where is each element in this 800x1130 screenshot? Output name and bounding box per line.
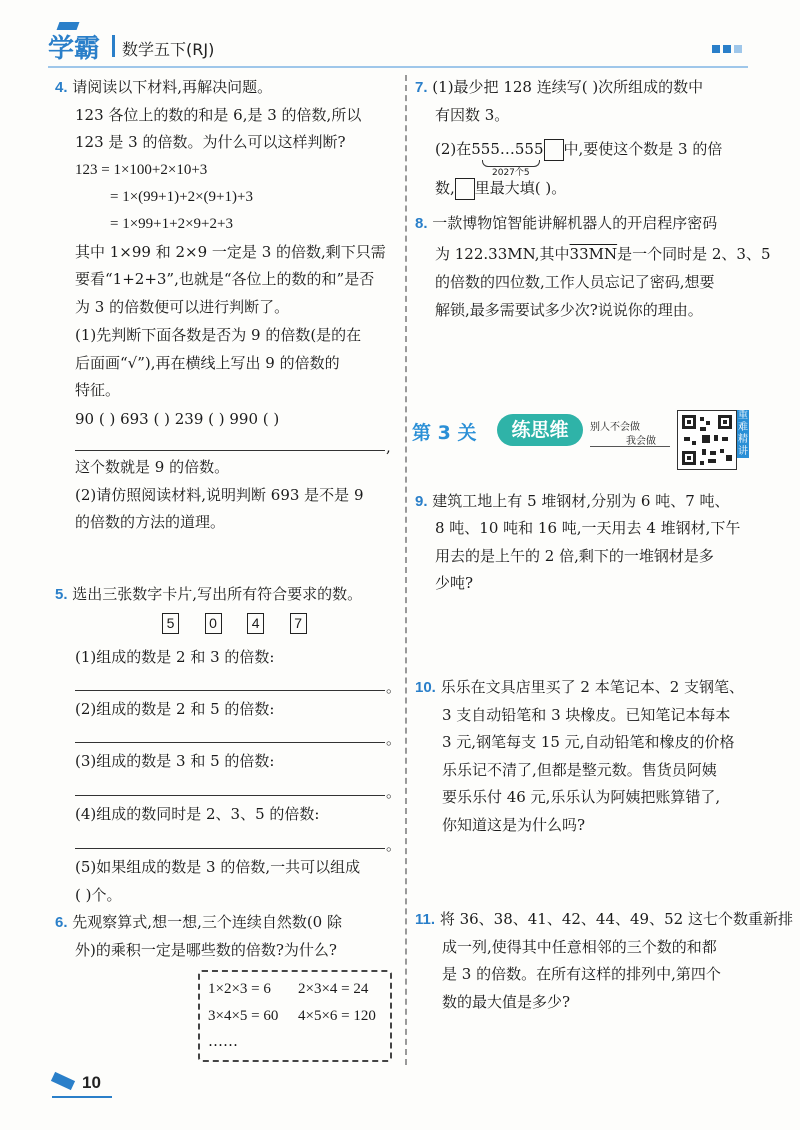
square-icon xyxy=(712,45,720,53)
q5-subquestion: (5)如果组成的数是 3 的倍数,一共可以组成 xyxy=(75,858,361,876)
answer-line[interactable] xyxy=(75,795,385,796)
q4-equation: = 1×99+1+2×9+2+3 xyxy=(110,216,233,232)
q4-subquestion-1: (1)先判断下面各数是否为 9 的倍数(是的在 xyxy=(75,326,362,344)
digit-cards xyxy=(162,613,307,634)
section-side-text: 我会做 xyxy=(626,436,656,447)
period-mark: 。 xyxy=(386,783,402,801)
header-rule xyxy=(48,66,748,68)
question-8: 8. 一款博物馆智能讲解机器人的开启程序密码 xyxy=(415,214,718,232)
q10-text: 3 元,钢笔每支 15 元,自动铅笔和橡皮的价格 xyxy=(442,733,735,751)
q11-text: 数的最大值是多少? xyxy=(442,993,571,1011)
q9-text: 用去的是上午的 2 倍,剩下的一堆钢材是多 xyxy=(435,547,714,565)
answer-line[interactable] xyxy=(75,742,385,743)
period-mark: 。 xyxy=(386,836,402,854)
q8-text: 为 122.33MN,其中33MN是一个同时是 2、3、5 xyxy=(435,245,771,263)
ellipsis: …… xyxy=(208,1032,238,1050)
brace-label: 2027个5 xyxy=(492,168,530,178)
q4-text: 123 是 3 的倍数。为什么可以这样判断? xyxy=(75,133,346,151)
blank-box[interactable] xyxy=(544,139,564,161)
overlined-digits: 33MN xyxy=(569,245,618,263)
q10-text: 乐乐记不清了,但都是整元数。售货员阿姨 xyxy=(442,761,717,779)
header-separator xyxy=(112,35,115,57)
q4-subquestion-2: 的倍数的方法的道理。 xyxy=(75,513,226,531)
q10-text: 你知道这是为什么吗? xyxy=(442,816,586,834)
period-mark: 。 xyxy=(386,730,402,748)
q5-subquestion: (3)组成的数是 3 和 5 的倍数: xyxy=(75,752,275,770)
formula: 2×3×4 = 24 xyxy=(298,981,369,997)
brand-logo: 学霸 xyxy=(48,34,101,64)
q7-text: 数, 里最大填( )。 xyxy=(435,177,566,200)
q10-text: 3 支自动铅笔和 3 块橡皮。已知笔记本每本 xyxy=(442,706,731,724)
digit-card: 4 xyxy=(247,613,264,634)
q4-equation: 123 = 1×100+2×10+3 xyxy=(75,162,208,178)
square-icon xyxy=(723,45,731,53)
repeated-digits: 555…555 xyxy=(471,140,544,158)
q4-subquestion-1: 特征。 xyxy=(75,381,121,399)
q7-subquestion-2: (2)在555…555 中,要使这个数是 3 的倍 xyxy=(435,138,722,161)
q5-subquestion: (1)组成的数是 2 和 3 的倍数: xyxy=(75,648,275,666)
pencil-icon xyxy=(51,1072,75,1090)
digit-card: 7 xyxy=(290,613,307,634)
comma-mark: , xyxy=(386,438,391,456)
square-icon xyxy=(734,45,742,53)
q6-text: 外)的乘积一定是哪些数的倍数?为什么? xyxy=(75,941,337,959)
q7-text: 有因数 3。 xyxy=(435,106,510,124)
question-11: 11. 将 36、38、41、42、44、49、52 这七个数重新排 xyxy=(415,910,793,928)
blank-box[interactable] xyxy=(455,178,475,200)
formula: 1×2×3 = 6 xyxy=(208,981,271,997)
q4-text: 123 各位上的数的和是 6,是 3 的倍数,所以 xyxy=(75,106,362,124)
question-5-title: 5. 选出三张数字卡片,写出所有符合要求的数。 xyxy=(55,585,363,603)
q4-text: 为 3 的倍数便可以进行判断了。 xyxy=(75,298,290,316)
question-7: 7. (1)最少把 128 连续写( )次所组成的数中 xyxy=(415,78,704,96)
subject-label: 数学五下(RJ) xyxy=(122,40,215,59)
qr-side-label: 重难精讲 xyxy=(738,410,748,457)
column-divider xyxy=(405,75,407,1065)
q9-text: 8 吨、10 吨和 16 吨,一天用去 4 堆钢材,下午 xyxy=(435,519,741,537)
q4-text: 这个数就是 9 的倍数。 xyxy=(75,458,230,476)
q9-text: 少吨? xyxy=(435,574,474,592)
answer-line[interactable] xyxy=(75,848,385,849)
formula: 3×4×5 = 60 xyxy=(208,1008,279,1024)
formula-box xyxy=(198,970,392,1062)
q8-text: 解锁,最多需要试多少次?说说你的理由。 xyxy=(435,301,703,319)
question-10: 10. 乐乐在文具店里买了 2 本笔记本、2 支钢笔、 xyxy=(415,678,745,696)
section-title-badge: 练思维 xyxy=(497,414,583,446)
q10-text: 要乐乐付 46 元,乐乐认为阿姨把账算错了, xyxy=(442,788,721,806)
qr-code-icon[interactable] xyxy=(677,410,737,470)
q4-subquestion-1: 后面画“√”),再在横线上写出 9 的倍数的 xyxy=(75,354,340,372)
formula: 4×5×6 = 120 xyxy=(298,1008,376,1024)
answer-line[interactable] xyxy=(75,450,385,451)
q8-text: 的倍数的四位数,工作人员忘记了密码,想要 xyxy=(435,273,715,291)
section-underline xyxy=(590,446,670,447)
q11-text: 是 3 的倍数。在所有这样的排列中,第四个 xyxy=(442,965,721,983)
footer-rule xyxy=(52,1096,112,1098)
q5-subquestion: (4)组成的数同时是 2、3、5 的倍数: xyxy=(75,805,320,823)
page-number: 10 xyxy=(82,1073,101,1092)
digit-card: 0 xyxy=(205,613,222,634)
question-6: 6. 先观察算式,想一想,三个连续自然数(0 除 xyxy=(55,913,342,931)
q5-subquestion: ( )个。 xyxy=(75,886,122,904)
q4-equation: = 1×(99+1)+2×(9+1)+3 xyxy=(110,189,253,205)
answer-line[interactable] xyxy=(75,690,385,691)
section-side-text: 别人不会做 xyxy=(590,422,640,433)
question-4-title: 4. 请阅读以下材料,再解决问题。 xyxy=(55,78,273,96)
q4-number-items: 90 ( ) 693 ( ) 239 ( ) 990 ( ) xyxy=(75,410,280,428)
page-header xyxy=(0,0,800,70)
question-9: 9. 建筑工地上有 5 堆钢材,分别为 6 吨、7 吨、 xyxy=(415,492,730,510)
section-label: 第 3 关 xyxy=(412,422,477,444)
q4-text: 要看“1+2+3”,也就是“各位上的数的和”是否 xyxy=(75,270,375,288)
q4-subquestion-2: (2)请仿照阅读材料,说明判断 693 是不是 9 xyxy=(75,486,364,504)
q4-text: 其中 1×99 和 2×9 一定是 3 的倍数,剩下只需 xyxy=(75,243,386,261)
digit-card: 5 xyxy=(162,613,179,634)
q5-subquestion: (2)组成的数是 2 和 5 的倍数: xyxy=(75,700,275,718)
q11-text: 成一列,使得其中任意相邻的三个数的和都 xyxy=(442,938,717,956)
period-mark: 。 xyxy=(386,678,402,696)
